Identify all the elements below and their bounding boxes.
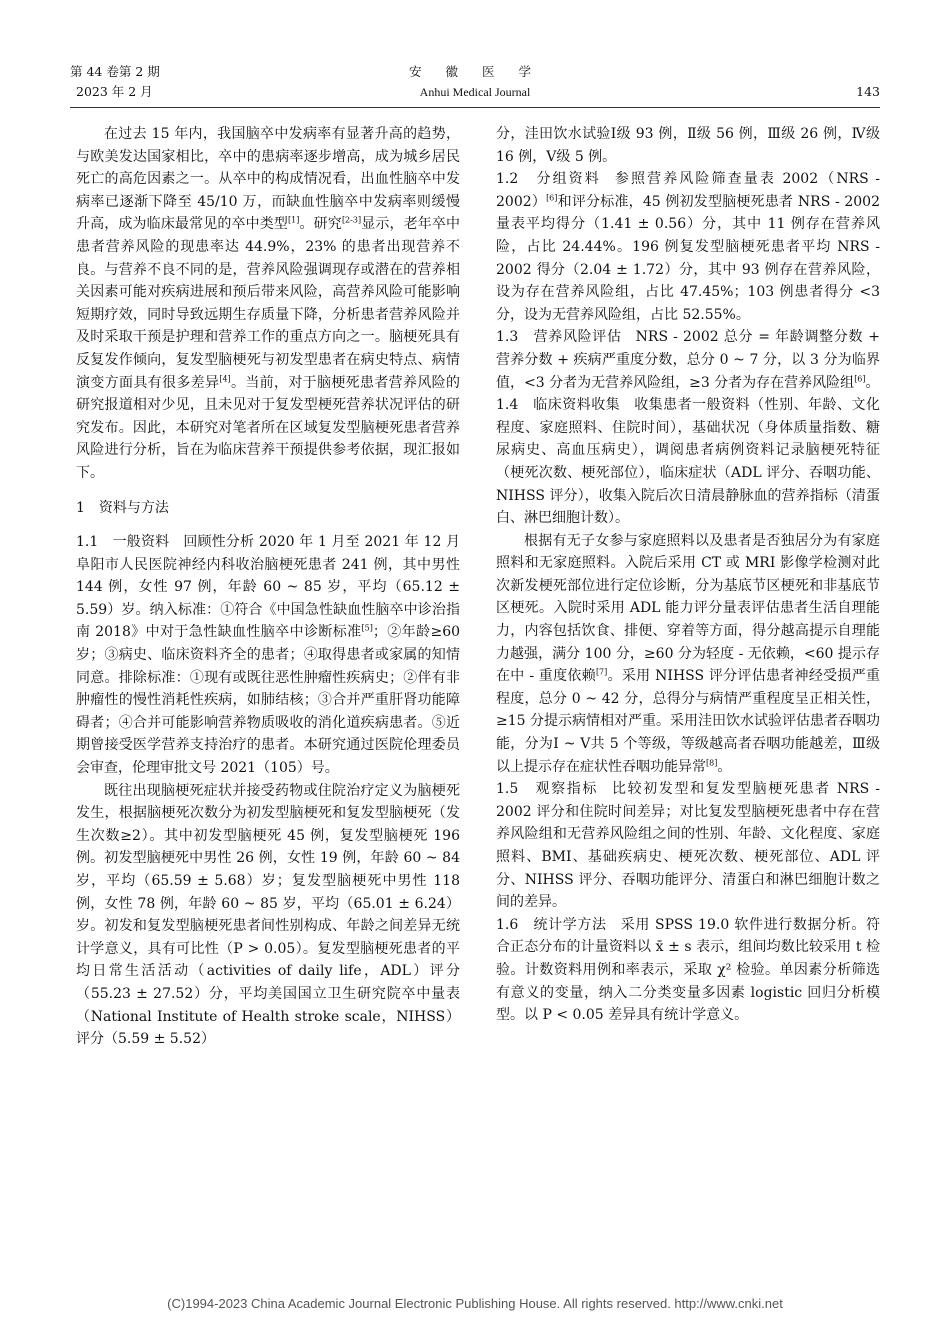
issue-date: 2023 年 2 月 — [76, 84, 153, 99]
subsection-1-6: 1.6 统计学方法 采用 SPSS 19.0 软件进行数据分析。符合正态分布的计量资料以 x̄ ± s 表示，组间均数比较采用 t 检验。计数资料用例和率表示，采取 χ² 检验。单因素分析筛选有意义的变量，纳入二分类变量多因素 logistic 回归分析模型。以 P < 0.05 差异具有统计学意义。 — [496, 916, 880, 1024]
subsection-1-3: 1.3 营养风险评估 NRS - 2002 总分 = 年龄调整分数 + 营养分数 + 疾病严重度分数，总分 0 ~ 7 分，以 3 分为临界值，<3 分者为无营养风险组，≥3 分者为存在营养风险组[6]。 — [496, 329, 880, 391]
subsection-1-1: 1.1 一般资料 回顾性分析 2020 年 1 月至 2021 年 12 月阜阳市人民医院神经内科收治脑梗死患者 241 例，其中男性 144 例，女性 97 例，年龄 60 ~ 85 岁，平均（65.12 ± 5.59）岁。纳入标准：①符合《中国急性缺血性脑卒中诊治指南 2018》中对于急性缺血性脑卒中诊断标准[5]；②年龄≥60 岁；③病史、临床资料齐全的患者；④取得患者或家属的知情同意。排除标准：①现有或既往恶性肿瘤性疾病史；②伴有非肿瘤性的慢性消耗性疾病，如肺结核；③合并严重肝肾功能障碍者；④合并可能影响营养物质吸收的消化道疾病患者。⑤近期曾接受医学营养支持治疗的患者。本研究通过医院伦理委员会审查，伦理审批文号 2021（105）号。 — [76, 534, 461, 777]
citation: [8] — [706, 757, 718, 767]
left-column — [76, 123, 460, 1051]
subsection-title: 1.4 临床资料收集 — [496, 397, 621, 414]
copyright-footer: (C)1994-2023 China Academic Journal Electronic Publishing House. All rights reserved. http://www.cnki.net — [167, 1296, 783, 1311]
intro-paragraph: 在过去 15 年内，我国脑卒中发病率有显著升高的趋势，与欧美发达国家相比，卒中的患病率逐步增高，成为城乡居民死亡的高危因素之一。从卒中的构成情况看，出血性脑卒中发病率已逐渐下降至 45/10 万，而缺血性脑卒中发病率则缓慢升高，成为临床最常见的卒中类型[1]。研究[2-3]显示，老年卒中患者营养风险的现患率达 44.9%，23% 的患者出现营养不良。与营养不良不同的是，营养风险强调现存或潜在的营养相关因素可能对疾病进展和预后带来风险，高营养风险可能影响短期疗效，同时导致远期生存质量下降，分析患者营养风险并及时采取干预是护理和营养工作的重点方向之一。脑梗死具有反复发作倾向，复发型脑梗死与初发型患者在病史特点、病情演变方面具有很多差异[4]。当前，对于脑梗死患者营养风险的研究报道相对少见，且未见对于复发型梗死营养状况评估的研究发布。因此，本研究对笔者所在区域复发型脑梗死患者营养风险进行分析，旨在为临床营养干预提供参考依据，现汇报如下。 — [76, 126, 461, 481]
journal-title-en: Anhui Medical Journal — [419, 85, 531, 99]
subsection-title: 1.5 观察指标 — [496, 781, 599, 798]
subsection-1-2: 1.2 分组资料 参照营养风险筛查量表 2002（NRS - 2002）[6]和评分标准，45 例初发型脑梗死患者 NRS - 2002 量表平均得分（1.41 ± 0.56）分，其中 11 例存在营养风险，占比 24.44%。196 例复发型脑梗死患者平均 NRS - 2002 得分（2.04 ± 1.72）分，其中 93 例存在营养风险，设为存在营养风险组，占比 47.45%；103 例患者得分 <3 分，设为无营养风险组，占比 52.55%。 — [496, 171, 880, 323]
header-rule — [70, 107, 880, 108]
subsection-1-4: 1.4 临床资料收集 收集患者一般资料（性别、年龄、文化程度、家庭照料、住院时间），基础状况（身体质量指数、糖尿病史、高血压病史），调阅患者病例资料记录脑梗死特征（梗死次数、梗死部位），临床症状（ADL 评分、吞咽功能、NIHSS 评分），收集入院后次日清晨静脉血的营养指标（清蛋白、淋巴细胞计数）。 — [496, 397, 881, 527]
subsection-title: 1.2 分组资料 — [496, 171, 601, 188]
citation: [2-3] — [341, 215, 362, 225]
grouping-paragraph: 既往出现脑梗死症状并接受药物或住院治疗定义为脑梗死发生，根据脑梗死次数分为初发型脑梗死和复发型脑梗死（发生次数≥2）。其中初发型脑梗死 45 例，复发型脑梗死 196 例。初发型脑梗死中男性 26 例，女性 19 例，年龄 60 ~ 84 岁，平均（65.59 ± 5.68）岁；复发型脑梗死中男性 118 例，女性 78 例，年龄 60 ~ 85 岁，平均（65.01 ± 6.24）岁。初发和复发型脑梗死患者间性别构成、年龄之间差异无统计学意义，具有可比性（P > 0.05）。复发型脑梗死患者的平均日常生活活动（activities of daily life，ADL）评分（55.23 ± 27.52）分，平均美国国立卫生研究院卒中量表（National Institute of Health stroke scale，NIHSS）评分（5.59 ± 5.52） — [76, 782, 460, 1048]
citation: [7] — [595, 667, 608, 677]
citation: [1] — [288, 215, 300, 225]
volume-issue: 第 44 卷第 2 期 — [70, 64, 160, 79]
section-heading-methods: 1 资料与方法 — [76, 499, 169, 516]
citation: [6] — [546, 193, 558, 203]
journal-title-cn: 安 徽 医 学 — [409, 64, 541, 79]
subsection-title: 1.1 一般资料 — [76, 534, 170, 551]
page-number: 143 — [856, 84, 880, 99]
right-column — [496, 123, 880, 1027]
subsection-title: 1.6 统计学方法 — [496, 916, 607, 933]
citation: [6] — [854, 373, 866, 383]
subsection-1-5: 1.5 观察指标 比较初发型和复发型脑梗死患者 NRS - 2002 评分和住院时间差异；对比复发型脑梗死患者中存在营养风险组和无营养风险组之间的性别、年龄、文化程度、家庭照料、BMI、基础疾病史、梗死次数、梗死部位、ADL 评分、NIHSS 评分、吞咽功能评分、清蛋白和淋巴细胞计数之间的差异。 — [496, 781, 881, 911]
subsection-title: 1.3 营养风险评估 — [496, 329, 622, 346]
assessment-paragraph: 根据有无子女参与家庭照料以及患者是否独居分为有家庭照料和无家庭照料。入院后采用 CT 或 MRI 影像学检测对此次新发梗死部位进行定位诊断，分为基底节区梗死和非基底节区梗死。入院时采用 ADL 能力评分量表评估患者生活自理能力，内容包括饮食、排便、穿着等方面，得分越高提示自理能力越强，满分 100 分，≥60 分为轻度 - 无依赖，<60 提示存在中 - 重度依赖[7]。采用 NIHSS 评分评估患者神经受损严重程度，总分 0 ~ 42 分，总得分与病情严重程度呈正相关性，≥15 分提示病情相对严重。采用洼田饮水试验评估患者吞咽功能，分为Ⅰ ~ Ⅴ共 5 个等级，等级越高者吞咽功能越差，Ⅲ级以上提示存在症状性吞咽功能异常[8]。 — [496, 532, 880, 775]
citation: [4] — [219, 373, 231, 383]
citation: [5] — [361, 623, 373, 633]
continuation-paragraph: 分，洼田饮水试验Ⅰ级 93 例，Ⅱ级 56 例，Ⅲ级 26 例，Ⅳ级 16 例，Ⅴ级 5 例。 — [496, 126, 880, 165]
